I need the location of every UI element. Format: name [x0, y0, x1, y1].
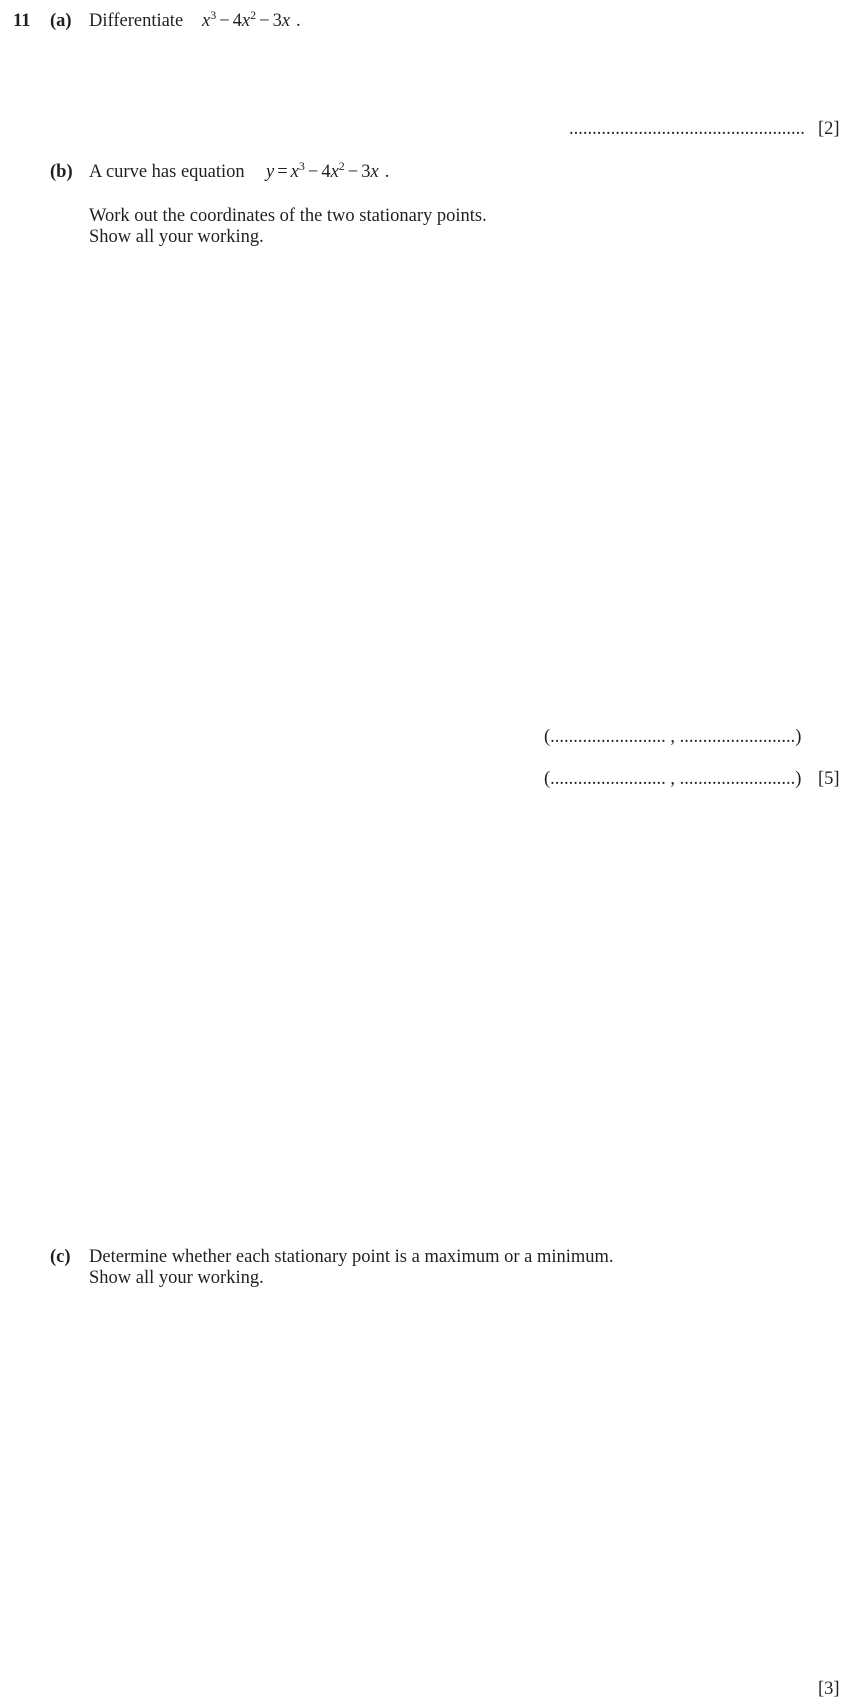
- expr-a-end: .: [296, 11, 301, 31]
- expr-b-coef4: 4: [321, 162, 331, 182]
- part-c-label: (c): [50, 1247, 71, 1267]
- part-a-instruction: Differentiate: [89, 11, 184, 31]
- expr-b-x: x: [290, 162, 299, 182]
- expr-a-x2: x: [241, 11, 251, 31]
- part-b-label: (b): [50, 162, 73, 182]
- part-b-line1: Work out the coordinates of the two stationary points.: [89, 206, 487, 226]
- part-b-equation: [266, 161, 389, 183]
- part-c-line2: Show all your working.: [89, 1268, 264, 1288]
- expr-b-end: .: [384, 162, 390, 182]
- part-b-line2: Show all your working.: [89, 227, 264, 247]
- part-c-marks: [3]: [818, 1679, 840, 1699]
- part-b-working-area[interactable]: [88, 255, 828, 715]
- expr-b-eq: =: [277, 162, 288, 182]
- expr-b-minus2: −: [347, 162, 359, 182]
- expr-b-exp3: 3: [298, 159, 305, 173]
- expr-a-minus2: −: [259, 11, 270, 31]
- part-b-answer-point-2[interactable]: (......................... , .........................): [544, 769, 802, 789]
- part-a-marks: [2]: [818, 119, 840, 139]
- expr-b-minus1: −: [307, 162, 319, 182]
- expr-a-minus1: −: [219, 11, 230, 31]
- part-a-answer-line[interactable]: ...................................................: [569, 119, 805, 139]
- expr-b-exp2: 2: [338, 159, 345, 173]
- expr-b-x3: x: [370, 162, 379, 182]
- expr-a-coef4: 4: [232, 11, 242, 31]
- part-b-answer-point-1[interactable]: (......................... , .........................): [544, 727, 802, 747]
- expr-b-coef3: 3: [361, 162, 371, 182]
- part-b-marks: [5]: [818, 769, 840, 789]
- part-a-expression: [202, 10, 301, 32]
- expr-a-x3: x: [281, 11, 291, 31]
- part-a-label: (a): [50, 11, 72, 31]
- part-c-line1: Determine whether each stationary point is a maximum or a minimum.: [89, 1247, 614, 1267]
- part-b-intro: A curve has equation: [89, 162, 245, 182]
- question-number: 11: [13, 11, 31, 31]
- expr-a-exp3: 3: [210, 8, 217, 22]
- expr-b-x2: x: [330, 162, 339, 182]
- expr-a-coef3: 3: [272, 11, 282, 31]
- expr-a-x: x: [202, 11, 211, 31]
- expr-a-exp2: 2: [250, 8, 257, 22]
- part-a-working-area[interactable]: [88, 40, 828, 110]
- expr-b-y: y: [266, 162, 275, 182]
- part-c-working-area[interactable]: [88, 1300, 828, 1670]
